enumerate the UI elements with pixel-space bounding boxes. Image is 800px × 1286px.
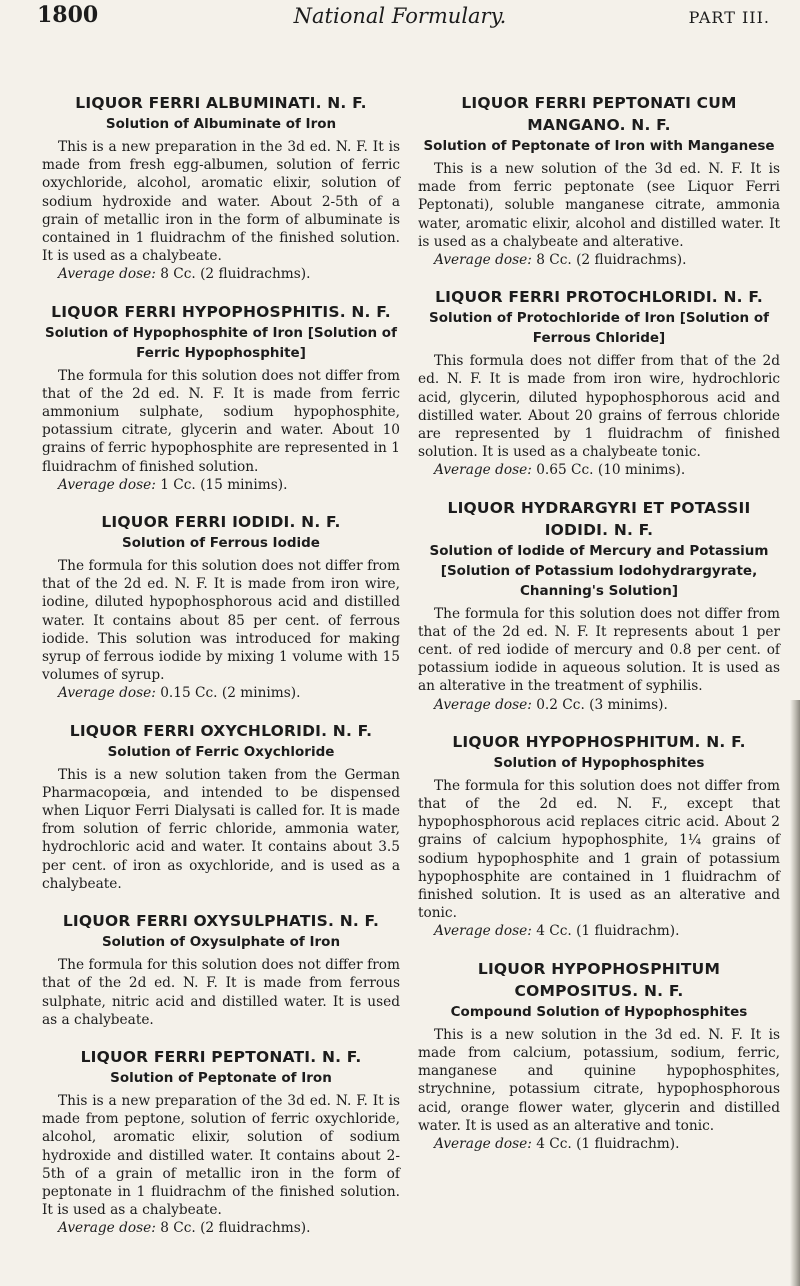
entry-subtitle: Solution of Ferrous Iodide	[122, 535, 320, 552]
entry-subtitle: Solution of Hypophosphites	[493, 754, 705, 771]
entry-subtitle: Solution of Oxysulphate of Iron	[101, 934, 341, 951]
entry-title: LIQUOR HYDRARGYRI ET POTASSII IODIDI. N. F.	[447, 498, 751, 539]
running-title: National Formulary.	[293, 4, 507, 28]
entry-body: This is a new solution taken from the German Pharmacopœia, and intended to be dispensed when Liquor Ferri Dialysati is called for. It is made from solution of ferric chloride, ammonia water, hydrochloric acid and water. It contains about 3.5 per cent. of iron as oxychloride, and is used as a chalybeate.	[42, 766, 400, 892]
entry-body: This is a new preparation in the 3d ed. N. F. It is made from fresh egg-albumen, solution of ferric oxychloride, alcohol, aromatic elixir, solution of sodium hydroxide and water. About 2-5th of a grain of metallic iron in the form of albuminate is contained in 1 fluidrachm of the finished solution. It is used as a chalybeate.	[42, 139, 400, 265]
entry-dose	[42, 684, 400, 702]
entry-body: This formula does not differ from that of the 2d ed. N. F. It is made from iron wire, hydrochloric acid, glycerin, diluted hypophosphorous acid and distilled water. About 20 grains of ferrous chloride are represented by 1 fluidrachm of finished solution. It is used as a chalybeate tonic.	[418, 353, 780, 461]
entry-subtitle: Solution of Hypophosphite of Iron [Solution of Ferric Hypophosphite]	[45, 324, 397, 361]
part-label: PART III.	[688, 8, 770, 27]
entry-subtitle: Solution of Peptonate of Iron with Manganese	[423, 138, 775, 154]
dose-value: 0.2 Cc. (3 minims).	[536, 696, 668, 713]
entry-title: LIQUOR FERRI ALBUMINATI. N. F.	[75, 94, 367, 112]
entry-dose	[418, 1135, 780, 1153]
formulary-entry	[42, 92, 400, 284]
formulary-entry	[42, 720, 400, 893]
entry-body: The formula for this solution does not differ from that of the 2d ed. N. F. It is made from ferric ammonium sulphate, sodium hypophosphite, potassium citrate, glycerin and water. About 10 grains of ferric hypophosphite are represented in 1 fluidrachm of finished solution.	[42, 367, 400, 475]
entry-subtitle: Solution of Protochloride of Iron [Solution of Ferrous Chloride]	[429, 310, 769, 347]
page-edge-shadow	[790, 700, 800, 1286]
formulary-entry	[418, 286, 780, 479]
formulary-entry	[42, 910, 400, 1029]
entry-title: LIQUOR FERRI HYPOPHOSPHITIS. N. F.	[51, 302, 391, 321]
formulary-entry	[418, 958, 780, 1153]
entry-title: LIQUOR FERRI PEPTONATI. N. F.	[80, 1047, 362, 1066]
dose-label: Average dose:	[434, 252, 532, 269]
formulary-entry	[418, 731, 780, 941]
formulary-entry	[418, 497, 780, 714]
dose-value: 8 Cc. (2 fluidrachms).	[160, 266, 311, 283]
entry-title: LIQUOR FERRI PROTOCHLORIDI. N. F.	[435, 288, 763, 307]
entry-subtitle: Solution of Albuminate of Iron	[105, 116, 337, 132]
dose-value: 1 Cc. (15 minims).	[160, 476, 288, 493]
entry-title: LIQUOR FERRI PEPTONATI CUM MANGANO. N. F.	[461, 94, 737, 134]
entry-dose	[418, 922, 780, 940]
entry-dose	[42, 265, 400, 283]
dose-label: Average dose:	[58, 266, 156, 283]
entry-title: LIQUOR FERRI OXYCHLORIDI. N. F.	[69, 721, 373, 740]
dose-value: 0.65 Cc. (10 minims).	[536, 462, 686, 479]
dose-label: Average dose:	[434, 923, 532, 940]
entry-body: The formula for this solution does not differ from that of the 2d ed. N. F. It is made from iron wire, iodine, diluted hypophosphorous acid and distilled water. It contains about 85 per cent. of ferrous iodide. This solution was introduced for making syrup of ferrous iodide by mixing 1 volume with 15 volumes of syrup.	[42, 558, 400, 684]
dose-label: Average dose:	[434, 1135, 532, 1152]
dose-label: Average dose:	[58, 685, 156, 702]
dose-label: Average dose:	[434, 462, 532, 479]
entry-subtitle: Solution of Peptonate of Iron	[110, 1069, 332, 1086]
dose-label: Average dose:	[58, 1220, 156, 1237]
right-column	[418, 92, 780, 1170]
entry-title: LIQUOR FERRI OXYSULPHATIS. N. F.	[62, 912, 380, 931]
entry-subtitle: Solution of Iodide of Mercury and Potassium [Solution of Potassium Iodohydrargyrate, Channing's Solution]	[429, 542, 769, 599]
page-number: 1800	[37, 2, 99, 28]
entry-body: This is a new preparation of the 3d ed. N. F. It is made from peptone, solution of ferric oxychloride, alcohol, aromatic elixir, solution of sodium hydroxide and distilled water. It contains about 2-5th of a grain of metallic iron in the form of peptonate in 1 fluidrachm of the finished solution. It is used as a chalybeate.	[42, 1092, 400, 1219]
formulary-entry	[42, 1046, 400, 1238]
entry-body: This is a new solution in the 3d ed. N. F. It is made from calcium, potassium, sodium, ferric, manganese and quinine hypophosphites, strychnine, potassium citrate, hypophosphorous acid, orange flower water, glycerin and distilled water. It is used as an alterative and tonic.	[418, 1026, 780, 1134]
formulary-entry	[418, 92, 780, 269]
dose-value: 4 Cc. (1 fluidrachm).	[536, 1135, 680, 1152]
entry-dose	[42, 476, 400, 494]
entry-dose	[418, 696, 780, 714]
dose-label: Average dose:	[58, 476, 156, 493]
formulary-entry	[42, 511, 400, 703]
entry-title: LIQUOR FERRI IODIDI. N. F.	[101, 513, 341, 532]
formulary-entry	[42, 301, 400, 494]
entry-title: LIQUOR HYPOPHOSPHITUM COMPOSITUS. N. F.	[477, 959, 721, 1000]
entry-subtitle: Compound Solution of Hypophosphites	[450, 1003, 748, 1020]
entry-subtitle: Solution of Ferric Oxychloride	[107, 743, 335, 760]
dose-value: 0.15 Cc. (2 minims).	[160, 685, 301, 702]
entry-title: LIQUOR HYPOPHOSPHITUM. N. F.	[452, 732, 746, 751]
entry-dose	[418, 461, 780, 479]
entry-body: The formula for this solution does not differ from that of the 2d ed. N. F., except that hypophosphorous acid replaces citric acid. About 2 grains of calcium hypophosphite, 1¼ grains of sodium hypophosphite and 1 grain of potassium hypophosphite are contained in 1 fluidrachm of finished solution. It is used as an alterative and tonic.	[418, 777, 780, 922]
entry-body: The formula for this solution does not differ from that of the 2d ed. N. F. It represents about 1 per cent. of red iodide of mercury and 0.8 per cent. of potassium iodide in aqueous solution. It is used as an alterative in the treatment of syphilis.	[418, 605, 780, 695]
entry-body: The formula for this solution does not differ from that of the 2d ed. N. F. It is made from ferrous sulphate, nitric acid and distilled water. It is used as a chalybeate.	[42, 957, 400, 1028]
entry-body: This is a new solution of the 3d ed. N. F. It is made from ferric peptonate (see Liquor Ferri Peptonati), soluble manganese citrate, ammonia water, aromatic elixir, alcohol and distilled water. It is used as a chalybeate and alterative.	[418, 161, 780, 250]
left-column	[42, 92, 400, 1255]
dose-value: 8 Cc. (2 fluidrachms).	[536, 252, 687, 269]
dose-label: Average dose:	[434, 696, 532, 713]
dose-value: 8 Cc. (2 fluidrachms).	[160, 1220, 311, 1237]
entry-dose	[42, 1219, 400, 1237]
dose-value: 4 Cc. (1 fluidrachm).	[536, 923, 680, 940]
entry-dose	[418, 251, 780, 269]
